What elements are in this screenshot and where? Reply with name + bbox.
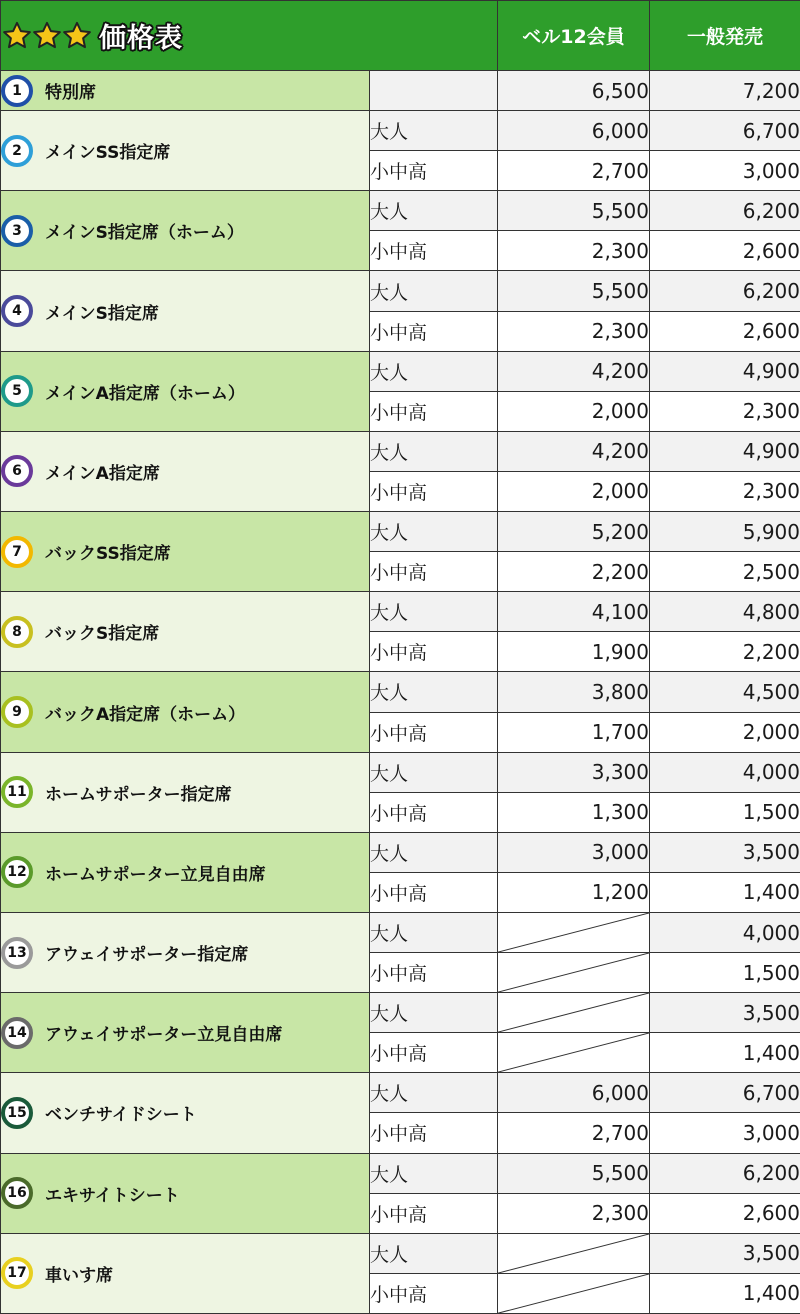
age-category: 小中高: [370, 471, 498, 511]
seat-number-badge: 13: [1, 937, 33, 969]
seat-cell: [1, 1073, 370, 1153]
seat-cell: [1, 191, 370, 271]
seat-name: 特別席: [45, 83, 96, 104]
seat-name: メインSS指定席: [45, 143, 171, 164]
general-price: 4,000: [650, 752, 800, 792]
general-price: 6,200: [650, 191, 800, 231]
seat-number-badge: 7: [1, 536, 33, 568]
age-category: 小中高: [370, 872, 498, 912]
age-category: [370, 71, 498, 111]
seat-number-badge: 6: [1, 455, 33, 487]
age-category: 小中高: [370, 1193, 498, 1233]
seat-cell: [1, 672, 370, 752]
member-price: 1,700: [498, 712, 650, 752]
general-price: 3,000: [650, 151, 800, 191]
member-price: 3,800: [498, 672, 650, 712]
seat-name: メインS指定席（ホーム）: [45, 223, 244, 244]
seat-number-badge: 14: [1, 1017, 33, 1049]
seat-number-badge: 3: [1, 215, 33, 247]
age-category: 小中高: [370, 632, 498, 672]
not-available-slash: [498, 1274, 649, 1313]
member-price: 5,200: [498, 512, 650, 552]
seat-cell: [1, 1233, 370, 1313]
not-available-slash: [498, 1234, 649, 1273]
age-category: 大人: [370, 431, 498, 471]
general-price: 2,300: [650, 471, 800, 511]
seat-cell: [1, 111, 370, 191]
age-category: 大人: [370, 752, 498, 792]
seat-name: バックA指定席（ホーム）: [45, 704, 246, 725]
age-category: 小中高: [370, 231, 498, 271]
age-category: 小中高: [370, 391, 498, 431]
age-category: 小中高: [370, 1273, 498, 1313]
seat-cell: [1, 912, 370, 992]
general-price: 1,500: [650, 953, 800, 993]
age-category: 大人: [370, 351, 498, 391]
general-price: 2,600: [650, 231, 800, 271]
member-price: 5,500: [498, 191, 650, 231]
table-row: [1, 271, 800, 311]
general-price: 2,200: [650, 632, 800, 672]
three-star-icon: [1, 21, 91, 51]
table-row: [1, 993, 800, 1033]
table-row: [1, 111, 800, 151]
member-price: 5,500: [498, 271, 650, 311]
seat-cell: [1, 832, 370, 912]
seat-name: エキサイトシート: [45, 1185, 180, 1206]
member-price-not-available: [498, 1233, 650, 1273]
seat-number-badge: 2: [1, 135, 33, 167]
seat-name: アウェイサポーター指定席: [45, 945, 249, 966]
age-category: 大人: [370, 592, 498, 632]
member-price-not-available: [498, 993, 650, 1033]
table-row: [1, 1233, 800, 1273]
member-price: 6,500: [498, 71, 650, 111]
age-category: 大人: [370, 1153, 498, 1193]
seat-number-badge: 11: [1, 776, 33, 808]
seat-name: メインS指定席: [45, 303, 159, 324]
seat-cell: [1, 1153, 370, 1233]
member-price: 2,300: [498, 231, 650, 271]
table-row: [1, 512, 800, 552]
not-available-slash: [498, 913, 649, 952]
seat-number-badge: 16: [1, 1177, 33, 1209]
age-category: 大人: [370, 832, 498, 872]
member-price: 4,100: [498, 592, 650, 632]
seat-name: ベンチサイドシート: [45, 1105, 197, 1126]
table-row: [1, 1153, 800, 1193]
member-price: 1,200: [498, 872, 650, 912]
general-price: 4,500: [650, 672, 800, 712]
member-price-not-available: [498, 1273, 650, 1313]
general-price: 5,900: [650, 512, 800, 552]
general-price: 4,900: [650, 351, 800, 391]
table-row: [1, 592, 800, 632]
member-price: 2,300: [498, 1193, 650, 1233]
seat-number-badge: 17: [1, 1257, 33, 1289]
table-row: [1, 431, 800, 471]
general-price: 4,000: [650, 912, 800, 952]
seat-cell: [1, 592, 370, 672]
table-row: [1, 832, 800, 872]
seat-number-badge: 5: [1, 375, 33, 407]
seat-name: ホームサポーター立見自由席: [45, 864, 266, 885]
column-header-general: 一般発売: [650, 1, 800, 71]
seat-cell: [1, 71, 370, 111]
seat-name: ホームサポーター指定席: [45, 784, 232, 805]
member-price-not-available: [498, 953, 650, 993]
table-row: [1, 912, 800, 952]
seat-name: バックS指定席: [45, 624, 160, 645]
seat-number-badge: 4: [1, 295, 33, 327]
general-price: 2,000: [650, 712, 800, 752]
seat-name: アウェイサポーター立見自由席: [45, 1025, 283, 1046]
age-category: 小中高: [370, 552, 498, 592]
seat-name: メインA指定席: [45, 463, 160, 484]
seat-cell: [1, 431, 370, 511]
member-price: 4,200: [498, 351, 650, 391]
age-category: 大人: [370, 512, 498, 552]
age-category: 小中高: [370, 1113, 498, 1153]
general-price: 2,500: [650, 552, 800, 592]
seat-cell: [1, 752, 370, 832]
seat-cell: [1, 993, 370, 1073]
general-price: 4,800: [650, 592, 800, 632]
age-category: 小中高: [370, 311, 498, 351]
column-header-member: ベル12会員: [498, 1, 650, 71]
general-price: 1,400: [650, 1273, 800, 1313]
table-row: [1, 351, 800, 391]
seat-number-badge: 9: [1, 696, 33, 728]
general-price: 6,200: [650, 1153, 800, 1193]
seat-number-badge: 1: [1, 75, 33, 107]
general-price: 3,500: [650, 832, 800, 872]
general-price: 3,000: [650, 1113, 800, 1153]
age-category: 大人: [370, 993, 498, 1033]
age-category: 大人: [370, 912, 498, 952]
not-available-slash: [498, 1033, 649, 1072]
seat-number-badge: 15: [1, 1097, 33, 1129]
member-price: 3,300: [498, 752, 650, 792]
general-price: 1,500: [650, 792, 800, 832]
general-price: 6,700: [650, 111, 800, 151]
seat-cell: [1, 271, 370, 351]
age-category: 大人: [370, 1073, 498, 1113]
age-category: 大人: [370, 1233, 498, 1273]
general-price: 1,400: [650, 872, 800, 912]
member-price: 2,700: [498, 151, 650, 191]
seat-number-badge: 8: [1, 616, 33, 648]
table-row: [1, 672, 800, 712]
table-body: [1, 71, 800, 1314]
general-price: 2,300: [650, 391, 800, 431]
member-price: 1,300: [498, 792, 650, 832]
member-price-not-available: [498, 912, 650, 952]
table-row: [1, 71, 800, 111]
not-available-slash: [498, 953, 649, 992]
seat-name: 車いす席: [45, 1265, 113, 1286]
general-price: 6,700: [650, 1073, 800, 1113]
not-available-slash: [498, 993, 649, 1032]
member-price: 2,300: [498, 311, 650, 351]
header-row: [1, 1, 800, 71]
member-price: 4,200: [498, 431, 650, 471]
table-row: [1, 1073, 800, 1113]
page-title: 価格表: [99, 23, 183, 54]
age-category: 小中高: [370, 151, 498, 191]
seat-number-badge: 12: [1, 856, 33, 888]
general-price: 4,900: [650, 431, 800, 471]
general-price: 3,500: [650, 1233, 800, 1273]
age-category: 小中高: [370, 712, 498, 752]
member-price-not-available: [498, 1033, 650, 1073]
age-category: 大人: [370, 271, 498, 311]
age-category: 小中高: [370, 953, 498, 993]
member-price: 2,200: [498, 552, 650, 592]
member-price: 6,000: [498, 111, 650, 151]
age-category: 小中高: [370, 792, 498, 832]
member-price: 2,700: [498, 1113, 650, 1153]
general-price: 1,400: [650, 1033, 800, 1073]
member-price: 1,900: [498, 632, 650, 672]
age-category: 小中高: [370, 1033, 498, 1073]
member-price: 2,000: [498, 471, 650, 511]
table-row: [1, 191, 800, 231]
title-cell: [1, 1, 498, 71]
seat-cell: [1, 351, 370, 431]
age-category: 大人: [370, 191, 498, 231]
seat-name: バックSS指定席: [45, 544, 171, 565]
general-price: 7,200: [650, 71, 800, 111]
member-price: 3,000: [498, 832, 650, 872]
member-price: 5,500: [498, 1153, 650, 1193]
seat-cell: [1, 512, 370, 592]
age-category: 大人: [370, 111, 498, 151]
member-price: 6,000: [498, 1073, 650, 1113]
general-price: 6,200: [650, 271, 800, 311]
general-price: 2,600: [650, 1193, 800, 1233]
table-row: [1, 752, 800, 792]
member-price: 2,000: [498, 391, 650, 431]
general-price: 2,600: [650, 311, 800, 351]
age-category: 大人: [370, 672, 498, 712]
seat-name: メインA指定席（ホーム）: [45, 383, 245, 404]
general-price: 3,500: [650, 993, 800, 1033]
